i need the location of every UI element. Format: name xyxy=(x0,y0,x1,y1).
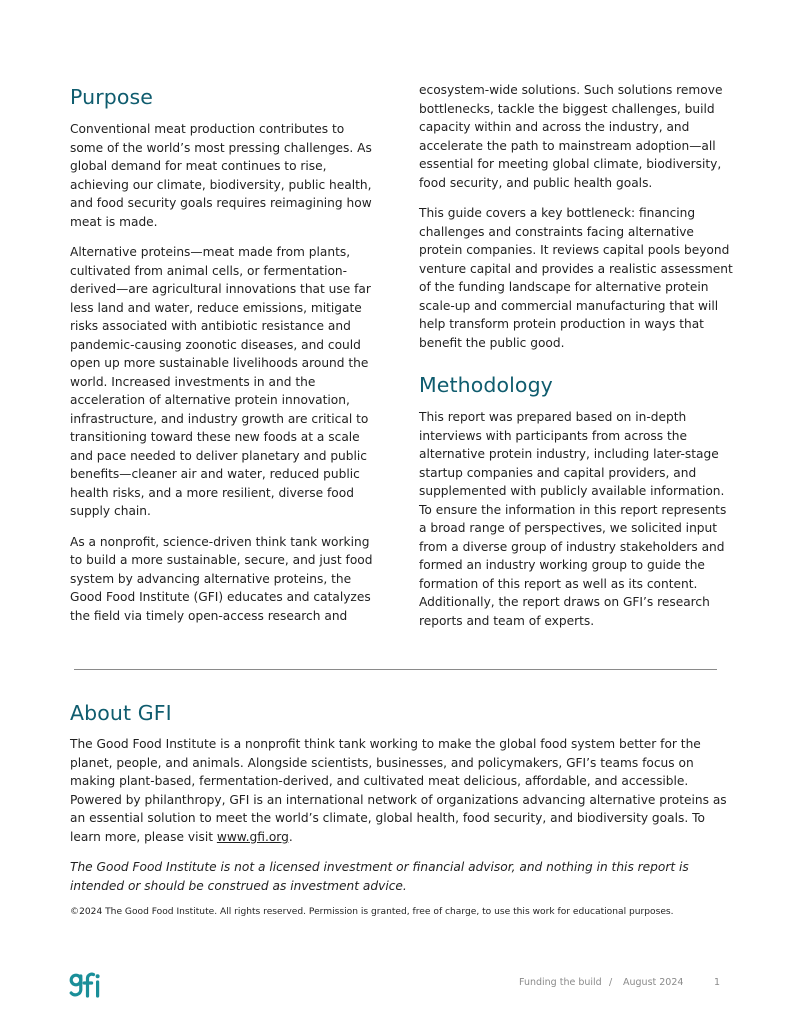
methodology-paragraph: This report was prepared based on in-depth interviews with participants from across the alternative protein industry, including later-stage startup companies and capital providers, and supplemented with publicly available information. To ensure the information in this report represents a broad range of perspectives, we solicited input from a diverse group of industry stakeholders and formed an industry working group to guide the formation of this report as well as its content. Additionally, the report draws on GFI’s research reports and team of experts. xyxy=(419,410,727,628)
about-body-end: . xyxy=(288,829,293,844)
page-number: 1 xyxy=(714,977,721,988)
copyright-notice: ©2024 The Good Food Institute. All rights reserved. Permission is granted, free of charge, to use this work for educational purposes. xyxy=(70,907,674,917)
purpose-paragraph-1: Conventional meat production contributes to some of the world’s most pressing challenges. As global demand for meat continues to rise, achieving our climate, biodiversity, public health, and food security goals requires reimagining how meat is made. xyxy=(70,122,372,229)
methodology-heading: Methodology xyxy=(419,373,553,397)
purpose-paragraph-3-continued: ecosystem-wide solutions. Such solutions remove bottlenecks, tackle the biggest challenges, build capacity within and across the industry, and accelerate the path to mainstream adoption—all essential for meeting global climate, biodiversity, food security, and public health goals. xyxy=(419,83,723,190)
about-heading: About GFI xyxy=(70,701,172,725)
gfi-logo-icon xyxy=(69,970,101,1000)
left-column xyxy=(70,83,376,637)
section-divider xyxy=(74,669,717,670)
about-section xyxy=(70,699,735,931)
purpose-paragraph-3: As a nonprofit, science-driven think tank working to build a more sustainable, secure, and just food system by advancing alternative proteins, the Good Food Institute (GFI) educates and catalyzes the field via timely open-access research and xyxy=(70,534,373,623)
gfi-website-link[interactable]: www.gfi.org xyxy=(216,829,289,844)
footer-report-title: Funding the build xyxy=(519,977,602,988)
investment-disclaimer: The Good Food Institute is not a licensed investment or financial advisor, and nothing in this report is intended or should be construed as investment advice. xyxy=(70,860,689,893)
about-paragraph xyxy=(70,735,735,846)
purpose-paragraph-2: Alternative proteins—meat made from plants, cultivated from animal cells, or fermentation-derived—are agricultural innovations that use far less land and water, reduce emissions, mitigate risks associated with antibiotic resistance and pandemic-causing zoonotic diseases, and could open up more sustainable livelihoods around the world. Increased investments in and the acceleration of alternative protein innovation, infrastructure, and industry growth are critical to transitioning toward these new foods at a scale and pace needed to deliver planetary and public benefits—cleaner air and water, reduced public health risks, and a more resilient, diverse food supply chain. xyxy=(70,245,371,518)
purpose-heading: Purpose xyxy=(70,85,153,109)
purpose-paragraph-4: This guide covers a key bottleneck: financing challenges and constraints facing alternative protein companies. It reviews capital pools beyond venture capital and provides a realistic assessment of the funding landscape for alternative protein scale-up and commercial manufacturing that will help transform protein production in ways that benefit the public good. xyxy=(419,206,733,350)
right-column xyxy=(419,81,733,642)
about-body: The Good Food Institute is a nonprofit think tank working to make the global food system better for the planet, people, and animals. Alongside scientists, businesses, and policymakers, GFI’s teams focus on making plant-based, fermentation-derived, and cultivated meat delicious, affordable, and accessible. Powered by philanthropy, GFI is an international network of organizations advancing alternative proteins as an essential solution to meet the world’s climate, global health, food security, and biodiversity goals. To learn more, please visit xyxy=(70,737,727,844)
footer-separator: / xyxy=(609,977,613,988)
footer-date: August 2024 xyxy=(623,977,684,988)
